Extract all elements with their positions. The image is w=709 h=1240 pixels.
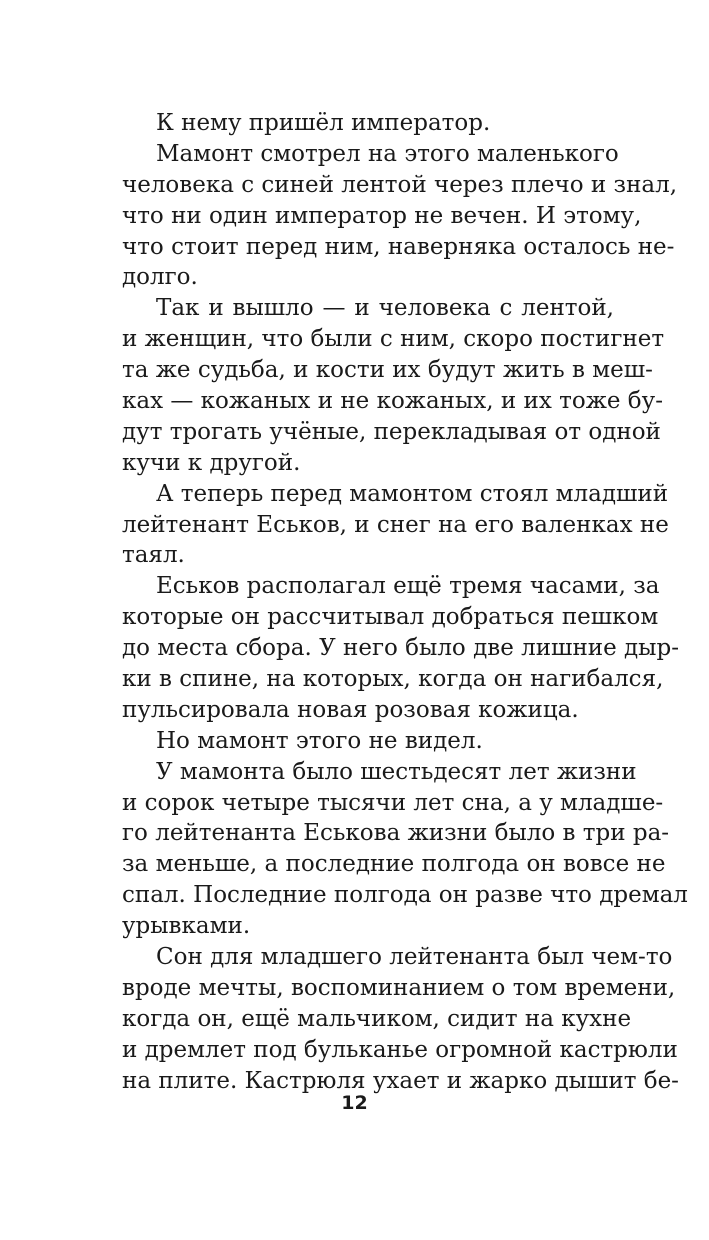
text-line: за меньше, а последние полгода он вовсе не [122,851,666,878]
text-line: кучи к другой. [122,449,301,476]
text-line: таял. [122,542,185,569]
page-number: 12 [341,1092,368,1114]
text-line: пульсировала новая розовая кожица. [122,696,579,723]
text-line: и сорок четыре тысячи лет сна, а у младше- [122,789,664,816]
text-line: урывками. [122,913,251,940]
text-line: долго. [122,264,198,291]
text-line: и дремлет под бульканье огромной кастрюли [122,1036,678,1063]
text-line: К нему пришёл император. [156,110,491,136]
text-line: Еськов располагал ещё тремя часами, за [156,573,660,600]
text-line: Мамонт смотрел на этого маленького [156,140,619,167]
text-line: которые он рассчитывал добраться пешком [122,604,659,631]
text-line: та же судьба, и кости их будут жить в меш- [122,357,653,384]
text-line: что стоит перед ним, наверняка осталось не- [122,233,675,260]
text-line: на плите. Кастрюля ухает и жарко дышит бе- [122,1067,679,1094]
text-line: Сон для младшего лейтенанта был чем-то [156,944,673,971]
text-line: ках — кожаных и не кожаных, и их тоже бу- [122,388,663,415]
text-line: и женщин, что были с ним, скоро постигнет [122,326,665,353]
text-line: когда он, ещё мальчиком, сидит на кухне [122,1005,632,1032]
text-line: до места сбора. У него было две лишние дыр- [122,635,679,662]
text-line: что ни один император не вечен. И этому, [122,202,642,229]
text-line: лейтенант Еськов, и снег на его валенках не [122,511,669,538]
body-text [122,108,688,1097]
text-line: У мамонта было шестьдесят лет жизни [156,758,637,785]
text-line: вроде мечты, воспоминанием о том времени, [122,974,676,1001]
text-line: ки в спине, на которых, когда он нагибался, [122,666,664,693]
text-line: А теперь перед мамонтом стоял младший [156,480,669,507]
text-line: спал. Последние полгода он разве что дремал [122,882,688,909]
text-line: Так и вышло — и человека с лентой, [156,295,614,322]
text-line: го лейтенанта Еськова жизни было в три ра- [122,820,670,847]
text-line: дут трогать учёные, перекладывая от одной [122,418,661,445]
text-line: Но мамонт этого не видел. [156,727,483,754]
text-line: человека с синей лентой через плечо и знал, [122,171,678,198]
